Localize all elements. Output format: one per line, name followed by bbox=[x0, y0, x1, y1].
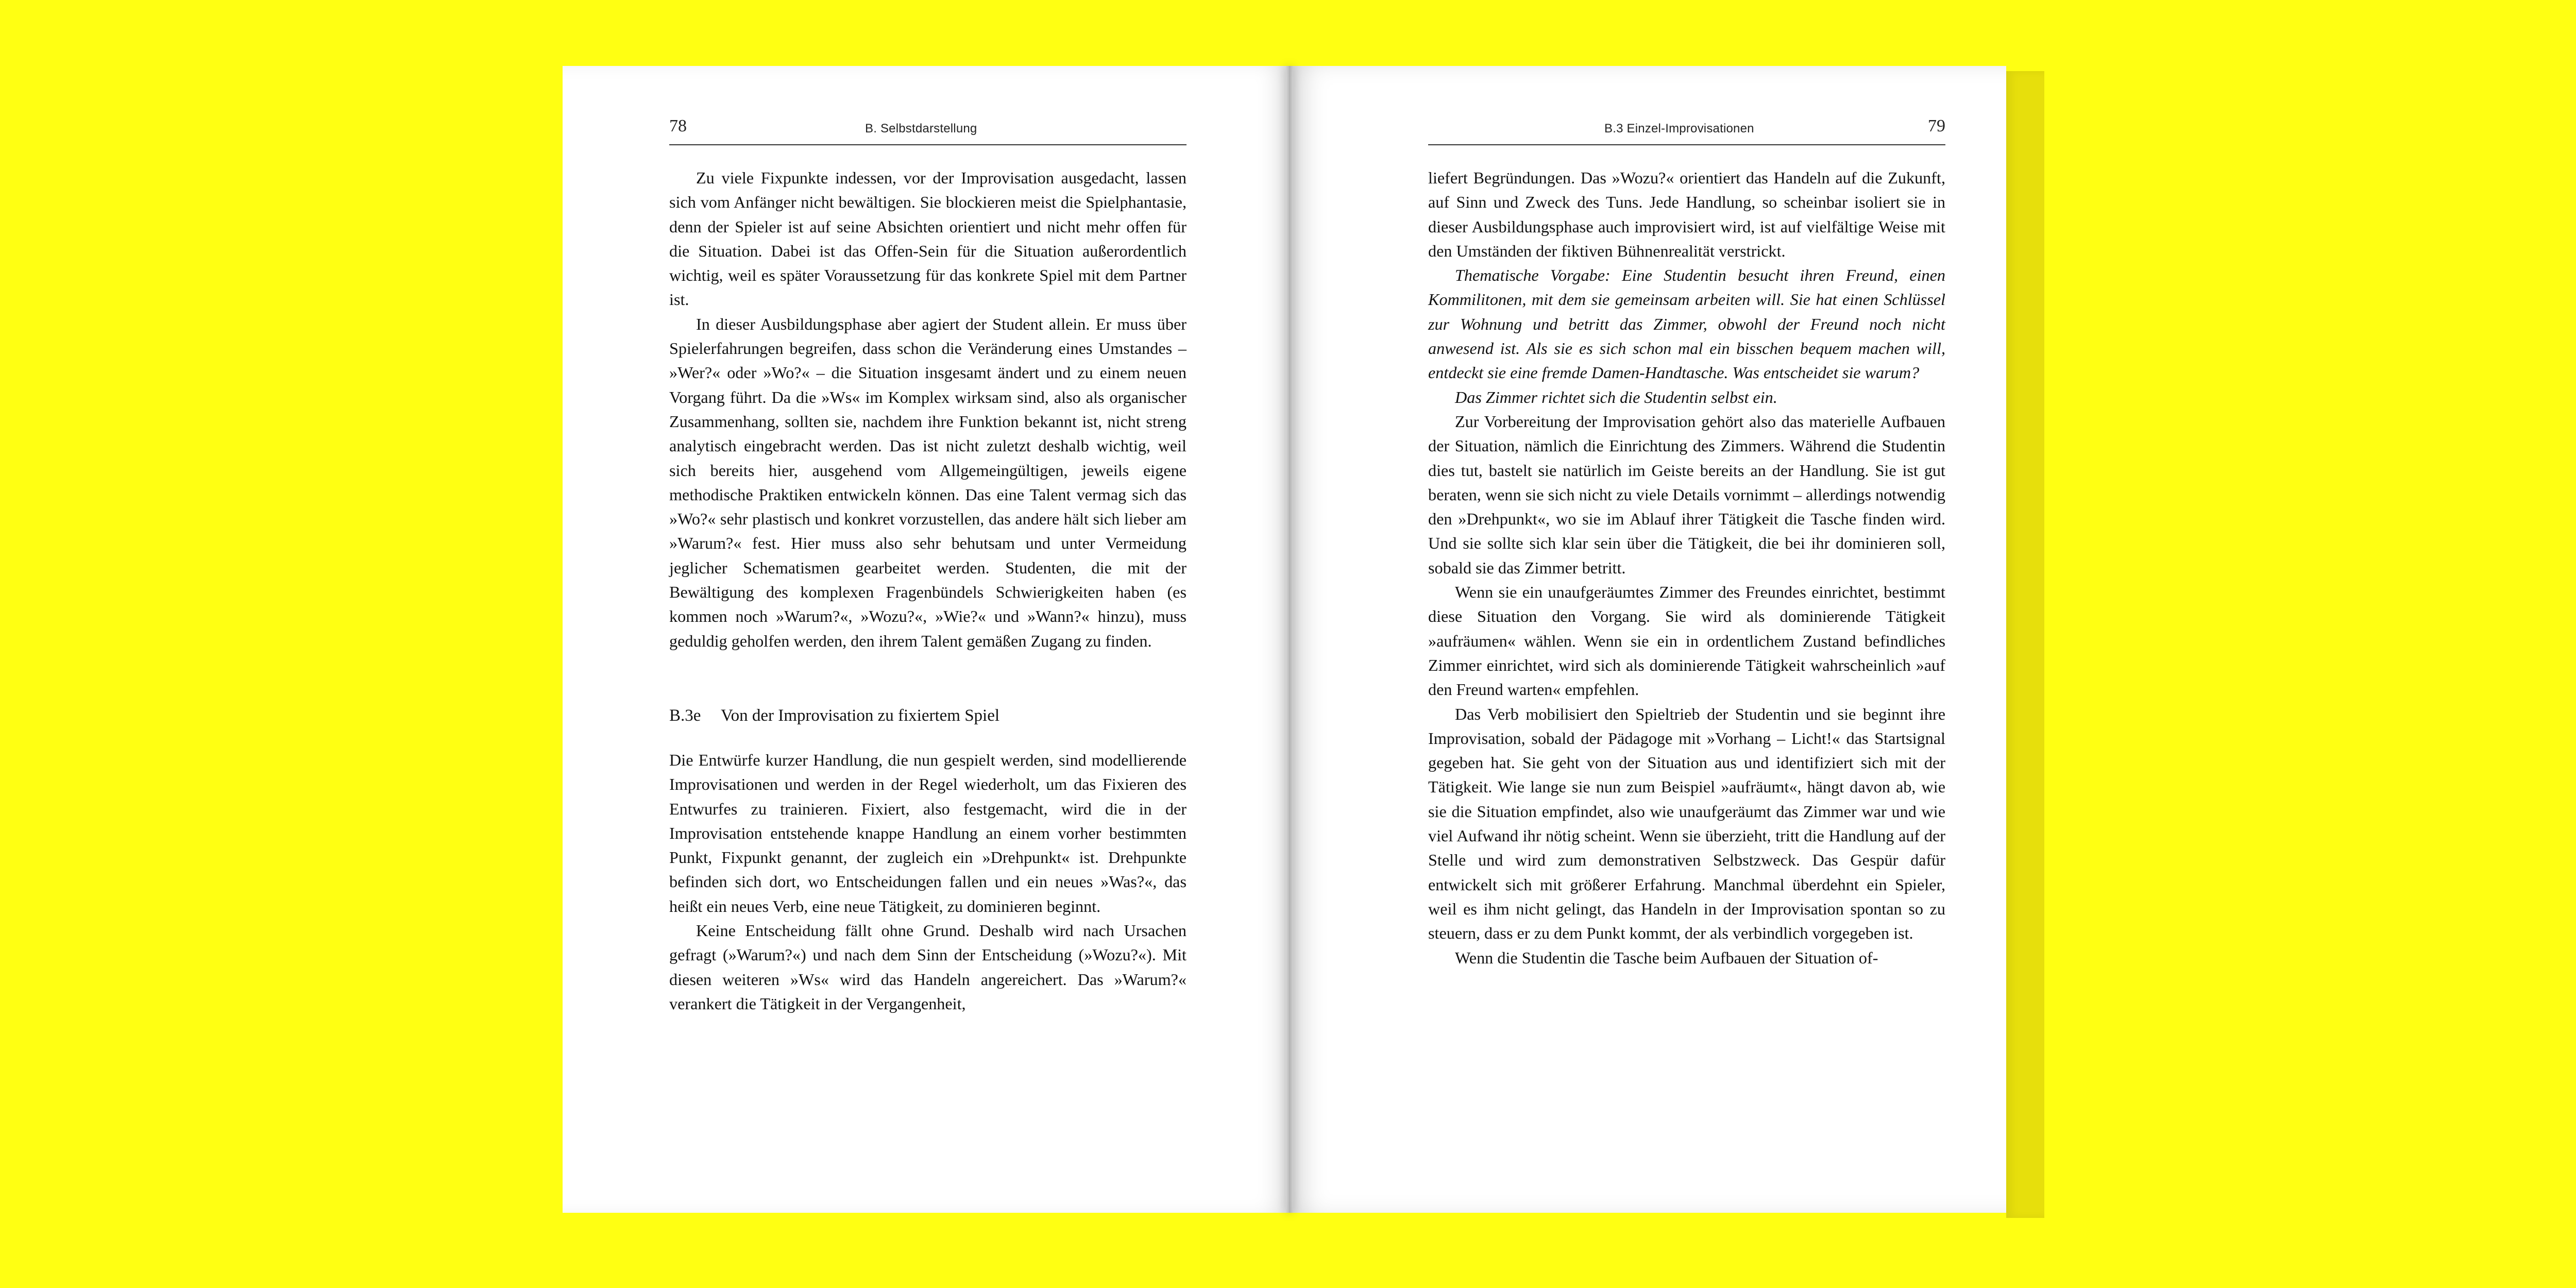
left-paragraph-3: Die Entwürfe kurzer Handlung, die nun gespielt werden, sind modellierende Improvisationen und werden in der Regel wiederholt, um das Fixieren des Entwurfes zu trainieren. Fixiert, also festgemacht, wird die in der Improvisation entstehende knappe Handlung an einem vorher bestimmten Punkt, Fixpunkt genannt, der zugleich ein »Drehpunkt« ist. Drehpunkte befinden sich dort, wo Entscheidungen fallen und ein neues »Was?«, das heißt ein neues Verb, eine neue Tätigkeit, zu dominieren beginnt. bbox=[669, 750, 1187, 916]
left-paragraph-2: In dieser Ausbildungsphase aber agiert der Student allein. Er muss über Spielerfahrungen begreifen, dass schon die Veränderung eines Umstandes – »Wer?« oder »Wo?« – die Situation insgesamt ändert und zu einem neuen Vorgang führt. Da die »Ws« im Komplex wirksam sind, also als organischer Zusammenhang, sollten sie, nachdem ihre Funktion bekannt ist, nicht streng analytisch eingebracht werden. Das ist nicht zuletzt deshalb wichtig, weil sich bereits hier, ausgehend vom Allgemeingültigen, jeweils eigene methodische Praktiken entwickeln können. Das eine Talent vermag sich das »Wo?« sehr plastisch und konkret vorzustellen, das andere hält sich lieber am »Warum?« fest. Hier muss also sehr behutsam und unter Vermeidung jeglicher Schematismen gearbeitet werden. Studenten, die mit der Bewältigung des komplexen Fragenbündels Schwierigkeiten haben (es kommen noch »Warum?«, »Wozu?«, »Wie?« und »Wann?« hinzu), muss geduldig geholfen werden, den ihrem Talent gemäßen Zugang zu finden. bbox=[669, 314, 1187, 650]
right-italic-paragraph-2: Das Zimmer richtet sich die Studentin selbst ein. bbox=[1455, 387, 1777, 406]
right-paragraph-5: Wenn die Studentin die Tasche beim Aufbauen der Situation of- bbox=[1455, 948, 1878, 967]
right-paragraph-4: Das Verb mobilisiert den Spieltrieb der Studentin und sie beginnt ihre Improvisation, sobald der Pädagoge mit »Vorhang – Licht!« das Startsignal gegeben hat. Sie geht von der Situation aus und identifiziert sich mit der Tätigkeit. Wie lange sie nun zum Beispiel »aufräumt«, hängt davon ab, wie sie die Situation empfindet, also wie unaufgeräumt das Zimmer war und wie viel Aufwand ihr nötig scheint. Wenn sie überzieht, tritt die Handlung auf der Stelle und wird zum demonstrativen Selbstzweck. Das Gespür dafür entwickelt sich mit größerer Erfahrung. Manchmal überdehnt ein Spieler, weil es ihm nicht gelingt, das Handeln in der Improvisation spontan so zu steuern, dass er zu dem Punkt kommt, der als verbindlich vorgegeben ist. bbox=[1428, 704, 1945, 943]
right-running-head-title: B.3 Einzel-Improvisationen bbox=[1604, 122, 1754, 135]
left-page-number: 78 bbox=[669, 116, 687, 135]
right-page bbox=[1289, 66, 2006, 1213]
left-running-head bbox=[669, 116, 1187, 145]
book-edge-shadow bbox=[2006, 71, 2044, 1218]
left-running-head-title: B. Selbstdarstellung bbox=[865, 122, 977, 135]
open-book bbox=[563, 66, 2006, 1213]
right-page-number: 79 bbox=[1928, 116, 1945, 135]
left-page bbox=[563, 66, 1289, 1213]
section-title: Von der Improvisation zu fixiertem Spiel bbox=[721, 706, 1000, 725]
right-running-head bbox=[1428, 116, 1945, 145]
right-paragraph-3: Wenn sie ein unaufgeräumtes Zimmer des Freundes einrichtet, bestimmt diese Situation den Vorgang. Sie wird als dominierende Tätigkeit »aufräumen« wählen. Wenn sie ein in ordentlichem Zustand befindliches Zimmer einrichtet, wird sich als dominierende Tätigkeit wahrscheinlich »auf den Freund warten« empfehlen. bbox=[1428, 583, 1945, 699]
right-text-block bbox=[1428, 166, 1945, 970]
section-heading bbox=[669, 704, 1187, 728]
book-spine bbox=[1286, 66, 1293, 1213]
right-paragraph-2: Zur Vorbereitung der Improvisation gehört also das materielle Aufbauen der Situation, nämlich die Einrichtung des Zimmers. Während die Studentin dies tut, bastelt sie natürlich im Geiste bereits an der Handlung. Sie ist gut beraten, wenn sie sich nicht zu viele Details vornimmt – allerdings notwendig den »Drehpunkt«, wo sie im Ablauf ihrer Tätigkeit die Tasche finden wird. Und sie sollte sich klar sein über die Tätigkeit, die bei ihr dominieren soll, sobald sie das Zimmer betritt. bbox=[1428, 412, 1945, 577]
section-number: B.3e bbox=[669, 706, 701, 725]
left-paragraph-4: Keine Entscheidung fällt ohne Grund. Deshalb wird nach Ursachen gefragt (»Warum?«) und nach dem Sinn der Entscheidung (»Wozu?«). Mit diesen weiteren »Ws« wird das Handeln angereichert. Das »Warum?« verankert die Tätigkeit in der Vergangenheit, bbox=[669, 921, 1187, 1013]
left-text-block bbox=[669, 166, 1187, 1016]
right-paragraph-1: liefert Begründungen. Das »Wozu?« orientiert das Handeln auf die Zukunft, auf Sinn und Zweck des Tuns. Jede Handlung, so scheinbar isoliert sie in dieser Ausbildungsphase auch improvisiert wird, ist auf vielfältige Weise mit den Umständen der fiktiven Bühnenrealität verstrickt. bbox=[1428, 168, 1945, 260]
right-italic-paragraph-1: Thematische Vorgabe: Eine Studentin besucht ihren Freund, einen Kommilitonen, mit dem sie gemeinsam arbeiten will. Sie hat einen Schlüssel zur Wohnung und betritt das Zimmer, obwohl der Freund noch nicht anwesend ist. Als sie es sich schon mal ein bisschen bequem machen will, entdeckt sie eine fremde Damen-Handtasche. Was entscheidet sie warum? bbox=[1428, 266, 1945, 382]
left-paragraph-1: Zu viele Fixpunkte indessen, vor der Improvisation ausgedacht, lassen sich vom Anfänger nicht bewältigen. Sie blockieren meist die Spielphantasie, denn der Spieler ist auf seine Absichten orientiert und nicht mehr offen für die Situation. Dabei ist das Offen-Sein für die Situation außerordentlich wichtig, weil es später Voraussetzung für das konkrete Spiel mit dem Partner ist. bbox=[669, 168, 1187, 309]
